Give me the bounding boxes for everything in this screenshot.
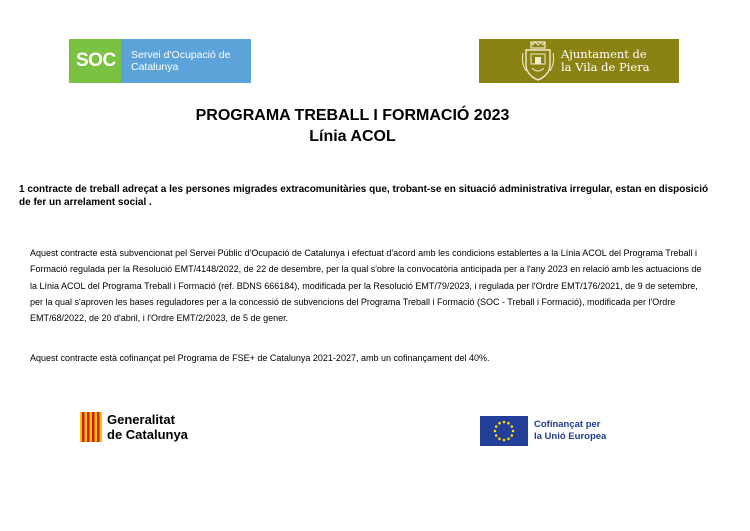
coat-of-arms-icon bbox=[521, 41, 555, 81]
soc-name: Servei d'Ocupació de Catalunya bbox=[131, 49, 231, 73]
eu-flag-icon bbox=[480, 416, 528, 446]
generalitat-logo bbox=[80, 412, 188, 442]
eu-cofinancing-logo bbox=[480, 416, 606, 446]
generalitat-name bbox=[107, 412, 188, 442]
senyera-icon bbox=[80, 412, 102, 442]
cofinancing-paragraph: Aquest contracte està cofinançat pel Programa de FSE+ de Catalunya 2021-2027, amb un cofinançament del 40%. bbox=[30, 353, 490, 363]
ajuntament-logo bbox=[479, 39, 679, 83]
soc-logo-text bbox=[121, 39, 251, 83]
ajuntament-name bbox=[561, 48, 650, 74]
intro-text: 1 contracte de treball adreçat a les persones migrades extracomunitàries que, trobant-se en situació administrativa irregular, estan en disposició de fer un arrelament social . bbox=[19, 184, 709, 208]
generalitat-line1: Generalitat bbox=[107, 412, 175, 427]
page-subtitle: Línia ACOL bbox=[309, 128, 396, 145]
eu-text bbox=[534, 419, 606, 443]
eu-line1: Cofinançat per bbox=[534, 419, 601, 430]
generalitat-line2: de Catalunya bbox=[107, 427, 188, 442]
page-title: PROGRAMA TREBALL I FORMACIÓ 2023 bbox=[195, 107, 510, 124]
soc-logo bbox=[69, 39, 251, 83]
eu-line2: la Unió Europea bbox=[534, 431, 607, 442]
subsidy-paragraph: Aquest contracte està subvencionat pel Servei Públic d'Ocupació de Catalunya i efectuat d'acord amb les condicions establertes a la Línia ACOL del Programa Treball i Formació regulada per la Resolució EMT/4148/2022, de 22 de desembre, per la qual s'obre la convocatòria anticipada per a l'any 2023 en relació amb les actuacions de la Línia ACOL del Programa Treball i Formació (ref. BDNS 666184), modificada per la Resolució EMT/79/2023, i regulada per l'Ordre EMT/176/2021, de 9 de setembre, per la qual s'aproven les bases reguladores per a la concessió de subvencions del Programa Treball i Formació (SOC - Treball i Formació), modificada per l'Ordre EMT/68/2022, de 20 d'abril, i l'Ordre EMT/2/2023, de 5 de gener. bbox=[30, 248, 702, 324]
soc-abbrev: SOC bbox=[76, 50, 116, 71]
ajuntament-line1: Ajuntament de bbox=[561, 47, 647, 61]
soc-logo-mark bbox=[69, 39, 121, 83]
ajuntament-line2: la Vila de Piera bbox=[561, 60, 650, 74]
